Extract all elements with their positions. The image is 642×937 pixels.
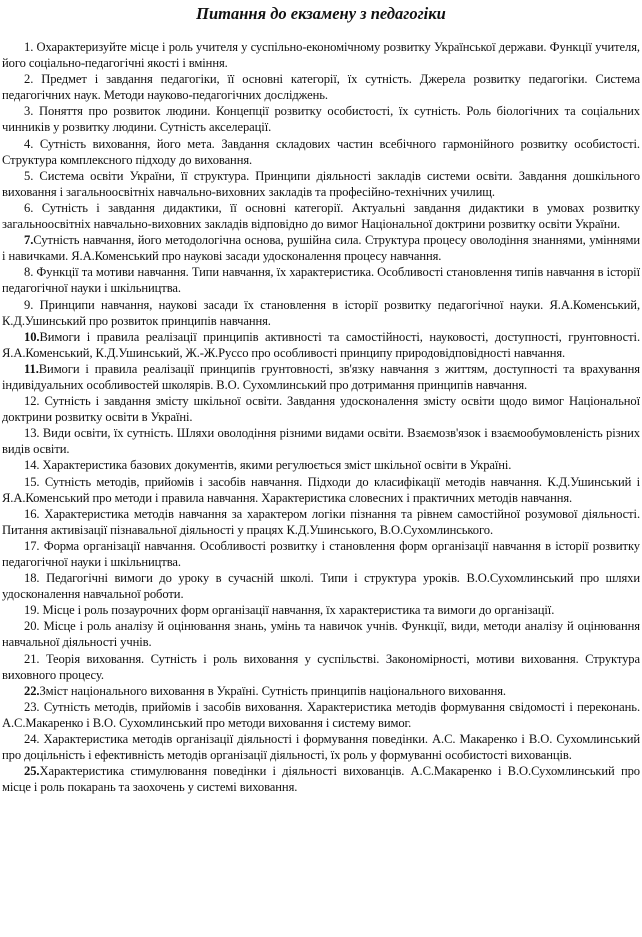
question-item [2,361,640,393]
question-number: 20. [24,619,40,634]
question-number: 19. [24,603,40,618]
question-text: Місце і роль аналізу й оцінювання знань, умінь та навичок учнів. Функції, види, методи аналізу й оцінювання навчальної діяльності учнів. [2,619,640,650]
question-text: Сутність методів, прийомів і засобів навчання. Підходи до класифікації методів навчання. К.Д.Ушинський і Я.А.Коменський про методи і правила навчання. Характеристика словесних і практичних методів навчання. [2,474,640,505]
question-number: 25. [24,764,40,779]
question-text: Характеристика методів навчання за характером логіки пізнання та рівнем самостійної розумової діяльності. Питання активізації пізнавальної діяльності у працях К.Д.Ушинського, В.О.Сухомлинського. [2,506,640,537]
question-number: 12. [24,394,40,409]
question-text: Предмет і завдання педагогіки, її основні категорії, їх сутність. Джерела розвитку педагогіки. Система педагогічних наук. Методи науково-педагогічних досліджень. [2,72,640,103]
question-number: 15. [24,474,40,489]
question-text: Охарактеризуйте місце і роль учителя у суспільно-економічному розвитку Української держави. Функції учителя, його соціально-педагогічні якості і вміння. [2,40,640,71]
question-number: 3. [24,104,34,119]
question-item [2,618,640,650]
question-number: 10. [24,329,40,344]
question-item [2,506,640,538]
question-text: Принципи навчання, наукові засади їх становлення в історії розвитку педагогічної науки. Я.А.Коменський, К.Д.Ушинський про розвиток принципів навчання. [2,297,640,328]
question-text: Педагогічні вимоги до уроку в сучасній школі. Типи і структура уроків. В.О.Сухомлинський про шляхи удосконалення навчальної роботи. [2,571,640,602]
question-item [2,683,640,699]
question-text: Місце і роль позаурочних форм організації навчання, їх характеристика та вимоги до організації. [42,603,555,618]
question-item [2,393,640,425]
exam-questions-page [0,4,642,937]
question-item [2,474,640,506]
question-number: 5. [24,168,34,183]
question-item [2,200,640,232]
question-number: 17. [24,538,40,553]
question-text: Види освіти, їх сутність. Шляхи оволодіння різними видами освіти. Взаємозв'язок і взаємообумовленість різних видів освіти. [2,426,640,457]
question-item [2,699,640,731]
question-number: 14. [24,458,40,473]
question-list [2,39,640,795]
question-item [2,763,640,795]
question-item [2,39,640,71]
question-item [2,297,640,329]
question-number: 22. [24,683,40,698]
question-item [2,136,640,168]
question-item [2,538,640,570]
page-title: Питання до екзамену з педагогіки [196,4,446,23]
question-text: Характеристика методів організації діяльності і формування поведінки. А.С. Макаренко і В.О. Сухомлинський про доцільність і ефективність методів організації діяльності, їх роль у формуванні особистості вихованців. [2,732,640,763]
question-text: Форма організації навчання. Особливості розвитку і становлення форм організації навчання в історії розвитку педагогічної науки і шкільництва. [2,538,640,569]
question-text: Поняття про розвиток людини. Концепції розвитку особистості, їх сутність. Роль біологічних та соціальних чинників у розвитку людини. Сутність акселерації. [2,104,640,135]
question-number: 9. [24,297,34,312]
question-number: 7. [24,233,34,248]
question-text: Зміст національного виховання в Україні. Сутність принципів національного виховання. [39,683,506,698]
question-item [2,103,640,135]
question-text: Вимоги і правила реалізації принципів активності та самостійності, науковості, доступності, грунтовності. Я.А.Коменський, К.Д.Ушинський, Ж.-Ж.Руссо про особливості принципу природовідповідності навчання. [2,329,640,360]
question-item [2,570,640,602]
question-number: 4. [24,136,34,151]
question-number: 18. [24,571,40,586]
question-number: 21. [24,651,40,666]
question-text: Характеристика стимулювання поведінки і діяльності вихованців. А.С.Макаренко і В.О.Сухомлинський про місце і роль покарань та заохочень у системі виховання. [2,764,640,795]
question-number: 6. [24,200,34,215]
question-number: 11. [24,361,39,376]
question-item [2,731,640,763]
question-item [2,329,640,361]
question-item [2,457,640,473]
question-number: 8. [24,265,34,280]
question-item [2,602,640,618]
question-number: 23. [24,699,40,714]
question-text: Сутність виховання, його мета. Завдання складових частин всебічного гармонійного розвитку особистості. Структура комплексного підходу до виховання. [2,136,640,167]
question-text: Функції та мотиви навчання. Типи навчання, їх характеристика. Особливості становлення типів навчання в історії педагогічної науки і шкільництва. [2,265,640,296]
question-number: 1. [24,40,34,54]
question-text: Сутність навчання, його методологічна основа, рушійна сила. Структура процесу оволодіння знаннями, уміннями і навичками. Я.А.Коменський про наукові засади удосконалення процесу навчання. [2,233,640,264]
question-number: 2. [24,72,34,87]
question-item [2,425,640,457]
question-text: Сутність методів, прийомів і засобів виховання. Характеристика методів формування свідомості і переконань. А.С.Макаренко і В.О. Сухомлинський про методи виховання і систему вимог. [2,699,640,730]
question-text: Сутність і завдання змісту шкільної освіти. Завдання удосконалення змісту освіти щодо вимог Національної доктрини розвитку освіти в Україні. [2,394,640,425]
question-number: 13. [24,426,40,441]
question-item [2,264,640,296]
question-text: Теорія виховання. Сутність і роль виховання у суспільстві. Закономірності, мотиви виховання. Структура виховного процесу. [2,651,640,682]
question-text: Сутність і завдання дидактики, її основні категорії. Актуальні завдання дидактики в умовах розвитку загальноосвітніх навчально-виховних закладів відповідно до вимог Національної доктрини розвитку освіти України. [2,200,640,232]
question-item [2,232,640,264]
question-item [2,651,640,683]
question-text: Вимоги і правила реалізації принципів грунтовності, зв'язку навчання з життям, доступності та врахування індивідуальних особливостей школярів. В.О. Сухомлинський про дотримання принципів навчання. [2,361,640,392]
question-text: Характеристика базових документів, якими регулюється зміст шкільної освіти в Україні. [42,458,512,473]
question-number: 24. [24,732,40,747]
question-text: Система освіти України, її структура. Принципи діяльності закладів системи освіти. Завдання дошкільного виховання і загальноосвітніх навчально-виховних закладів та професійно-технічних училищ. [2,168,640,199]
question-item [2,168,640,200]
question-item [2,71,640,103]
question-number: 16. [24,506,40,521]
